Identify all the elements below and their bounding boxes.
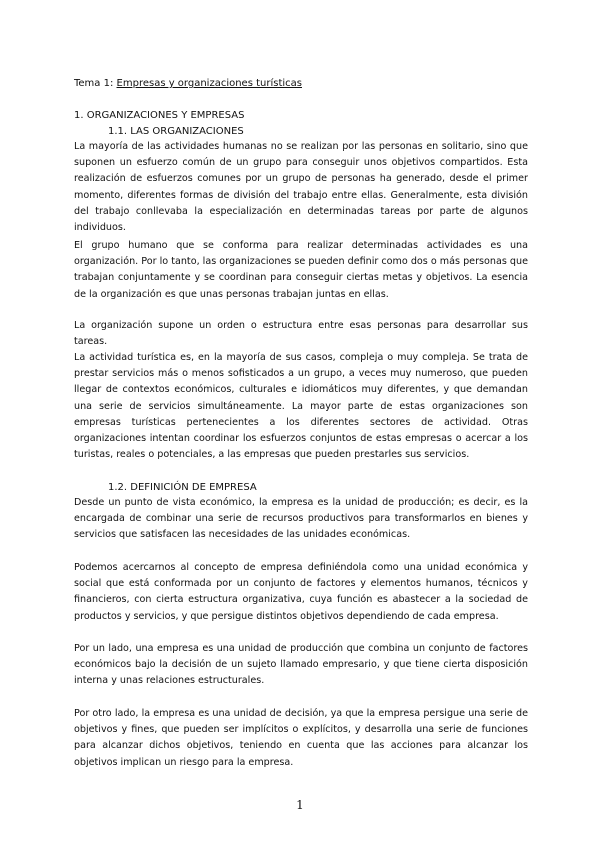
paragraph: La mayoría de las actividades humanas no se realizan por las personas en solitario, sino que suponen un esfuerzo común de un grupo para conseguir unos objetivos compartidos. Esta realización de esfuerzos comunes por un grupo de personas ha generado, desde el primer momento, diferentes formas de división del trabajo entre ellas. Generalmente, esta división del trabajo conllevaba la especialización en determinadas tareas por parte de algunos individuos.: [74, 141, 528, 234]
subsection-heading-las-organizaciones: 1.1. LAS ORGANIZACIONES: [108, 126, 244, 137]
page-number: 1: [296, 798, 304, 812]
paragraph: Por otro lado, la empresa es una unidad de decisión, ya que la empresa persigue una serie de objetivos y fines, que pueden ser implícitos o explícitos, y desarrolla una serie de funciones para alcanzar dichos objetivos, teniendo en cuenta que las acciones para alcanzar los objetivos implican un riesgo para la empresa.: [74, 708, 528, 768]
title-main: Empresas y organizaciones turísticas: [116, 78, 302, 89]
paragraph: La actividad turística es, en la mayoría de sus casos, compleja o muy compleja. Se trata de prestar servicios más o menos sofisticados a un grupo, a veces muy numeroso, que pueden llegar de contextos económicos, culturales e idiomáticos muy diferentes, y que demandan una serie de servicios simultáneamente. La mayor parte de estas organizaciones son empresas turísticas pertenecientes a los diferentes sectores de actividad. Otras organizaciones intentan coordinar los esfuerzos conjuntos de estas empresas o acercar a los turistas, reales o potenciales, a las empresas que pueden prestarles sus servicios.: [74, 352, 528, 461]
section-heading-organizaciones-empresas: 1. ORGANIZACIONES Y EMPRESAS: [74, 110, 245, 121]
paragraph: Desde un punto de vista económico, la empresa es la unidad de producción; es decir, es la encargada de combinar una serie de recursos productivos para transformarlos en bienes y servicios que satisfacen las necesidades de las unidades económicas.: [74, 497, 528, 541]
document-title: [74, 77, 302, 90]
paragraph: Por un lado, una empresa es una unidad de producción que combina un conjunto de factores económicos bajo la decisión de un sujeto llamado empresario, y que tiene cierta disposición interna y unas relaciones estructurales.: [74, 643, 528, 687]
paragraph: El grupo humano que se conforma para realizar determinadas actividades es una organización. Por lo tanto, las organizaciones se pueden definir como dos o más personas que trabajan conjuntamente y se coordinan para conseguir ciertas metas y objetivos. La esencia de la organización es que unas personas trabajan juntas en ellas.: [74, 240, 528, 300]
paragraph: La organización supone un orden o estructura entre esas personas para desarrollar sus tareas.: [74, 320, 528, 348]
paragraph: Podemos acercarnos al concepto de empresa definiéndola como una unidad económica y social que está conformada por un conjunto de factores y elementos humanos, técnicos y financieros, con cierta estructura organizativa, cuya función es abastecer a la sociedad de productos y servicios, y que persigue distintos objetivos dependiendo de cada empresa.: [74, 562, 528, 622]
subsection-heading-definicion-empresa: 1.2. DEFINICIÓN DE EMPRESA: [108, 482, 257, 493]
title-prefix: Tema 1:: [74, 78, 117, 89]
